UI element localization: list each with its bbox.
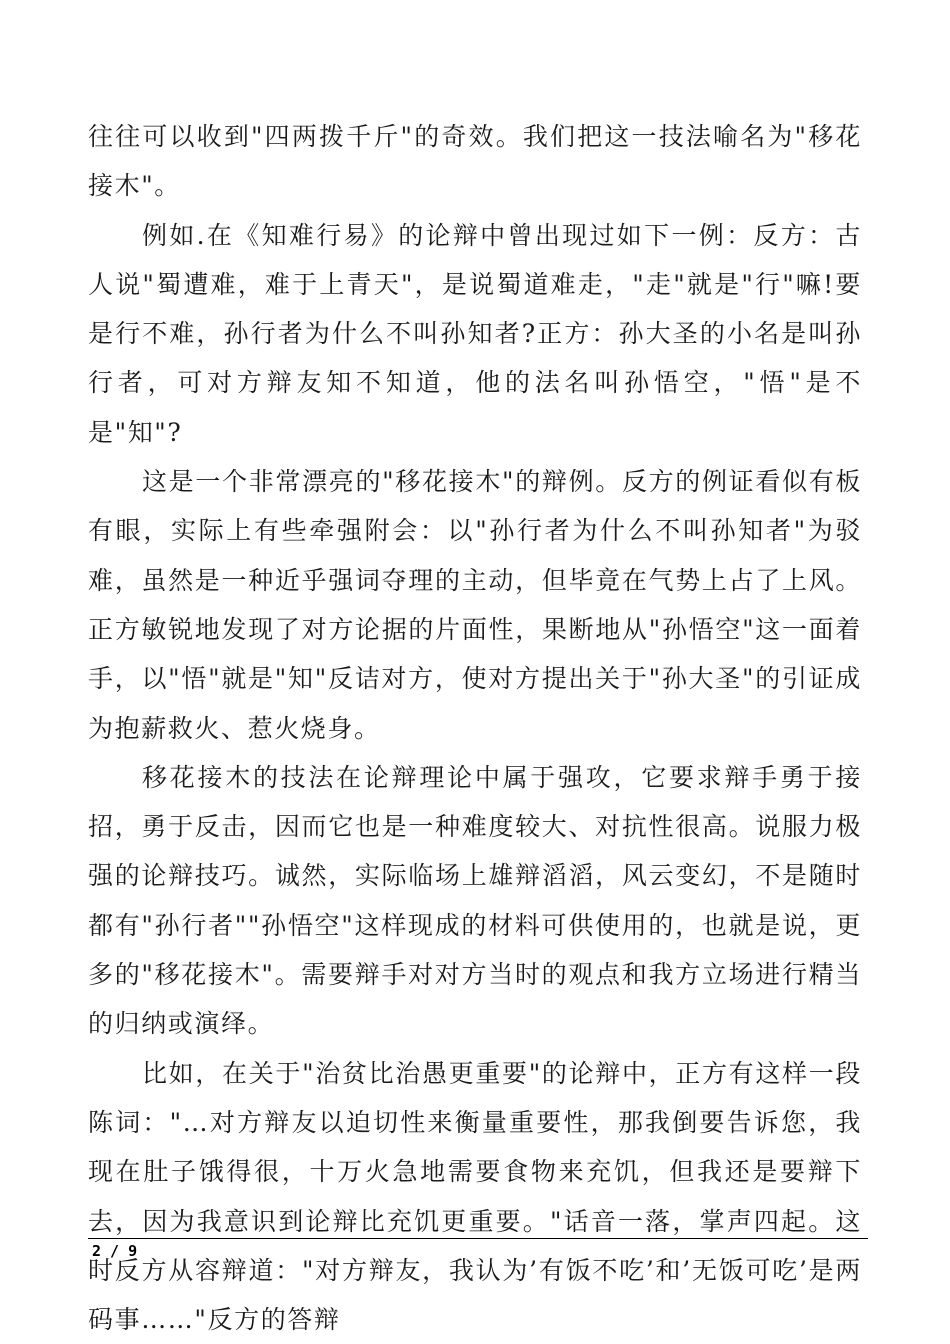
paragraph-2: 例如.在《知难行易》的论辩中曾出现过如下一例：反方：古人说"蜀遭难，难于上青天"，是说蜀道难走，"走"就是"行"嘛!要是行不难，孙行者为什么不叫孙知者?正方：孙大圣的小名是叫孙行者，可对方辩友知不知道，他的法名叫孙悟空，"悟"是不是"知"? <box>88 220 862 447</box>
footer-divider <box>88 1238 868 1239</box>
paragraph-1: 往往可以收到"四两拨千斤"的奇效。我们把这一技法喻名为"移花接木"。 <box>88 122 862 201</box>
body-text <box>88 112 862 1344</box>
paragraph-5: 比如，在关于"治贫比治愚更重要"的论辩中，正方有这样一段陈词："…对方辩友以迫切性来衡量重要性，那我倒要告诉您，我现在肚子饿得很，十万火急地需要食物来充饥，但我还是要辩下去，因为我意识到论辩比充饥更重要。"话音一落，掌声四起。这时反方从容辩道："对方辩友，我认为’有饭不吃’和’无饭可吃’是两码事……"反方的答辩 <box>88 1058 862 1335</box>
page-number: 2 / 9 <box>92 1242 138 1260</box>
paragraph-4: 移花接木的技法在论辩理论中属于强攻，它要求辩手勇于接招，勇于反击，因而它也是一种难度较大、对抗性很高。说服力极强的论辩技巧。诚然，实际临场上雄辩滔滔，风云变幻，不是随时都有"孙行者""孙悟空"这样现成的材料可供使用的，也就是说，更多的"移花接木"。需要辩手对对方当时的观点和我方立场进行精当的归纳或演绎。 <box>88 762 862 1039</box>
paragraph-3: 这是一个非常漂亮的"移花接木"的辩例。反方的例证看似有板有眼，实际上有些牵强附会：以"孙行者为什么不叫孙知者"为驳难，虽然是一种近乎强词夺理的主动，但毕竟在气势上占了上风。正方敏锐地发现了对方论据的片面性，果断地从"孙悟空"这一面着手，以"悟"就是"知"反诘对方，使对方提出关于"孙大圣"的引证成为抱薪救火、惹火烧身。 <box>88 467 862 743</box>
